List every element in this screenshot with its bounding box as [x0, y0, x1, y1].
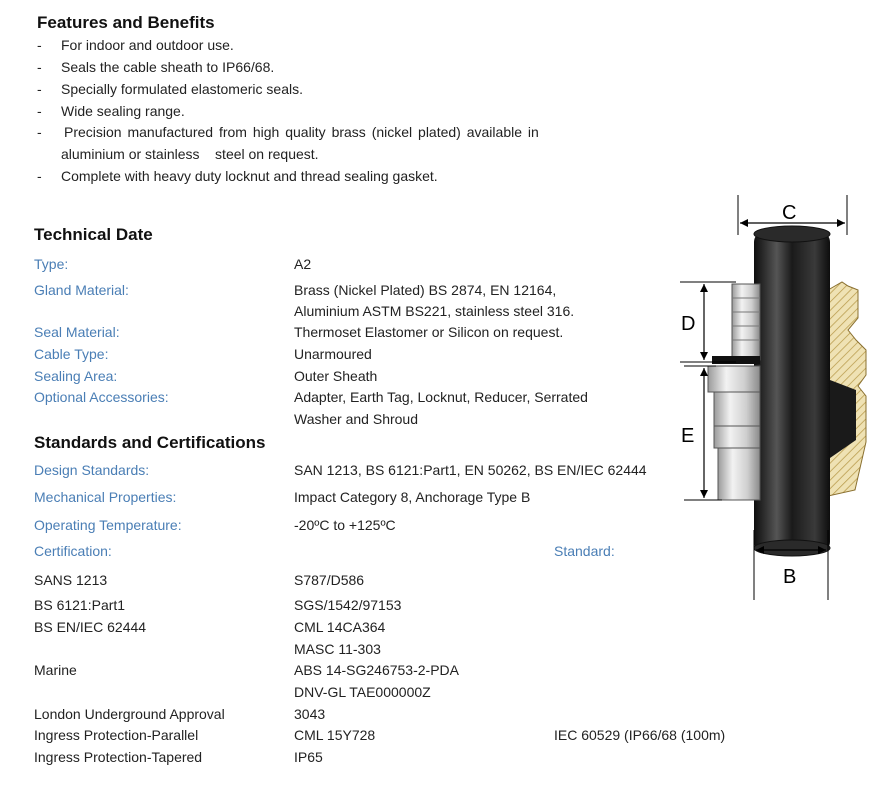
dimension-d-label: D: [681, 313, 696, 335]
std-label-temperature: Operating Temperature:: [34, 517, 182, 533]
cable: [754, 232, 830, 552]
brass-body: [828, 282, 866, 496]
tech-value-seal-material: Thermoset Elastomer or Silicon on request.: [294, 324, 564, 340]
cert-standard: IEC 60529 (IP66/68 (100m): [554, 727, 726, 743]
cable-gland-diagram: [670, 190, 880, 610]
tech-value-gland-material-2: Aluminium ASTM BS221, stainless steel 316.: [294, 303, 575, 319]
cert-name: BS EN/IEC 62444: [34, 619, 147, 635]
standard-header: Standard:: [554, 543, 615, 559]
feature-item: - Seals the cable sheath to IP66/68.: [37, 59, 275, 75]
tech-label-type: Type:: [34, 256, 69, 272]
std-label-mechanical: Mechanical Properties:: [34, 489, 177, 505]
feature-item: - Complete with heavy duty locknut and thread sealing gasket.: [37, 168, 438, 184]
tech-label-cable-type: Cable Type:: [34, 346, 109, 362]
technical-title: Technical Date: [34, 225, 153, 244]
cert-code: CML 15Y728: [294, 727, 376, 743]
feature-item: - For indoor and outdoor use.: [37, 37, 234, 53]
dimension-e-label: E: [681, 425, 695, 447]
std-value-temperature: -20ºC to +125ºC: [294, 517, 396, 533]
dimension-c-label: C: [782, 202, 797, 224]
upper-nut: [712, 284, 760, 364]
cert-code: MASC 11-303: [294, 641, 381, 657]
cert-code: IP65: [294, 749, 323, 765]
dimension-d: [680, 282, 736, 362]
cert-code: DNV-GL TAE000000Z: [294, 684, 431, 700]
tech-label-seal-material: Seal Material:: [34, 324, 120, 340]
dimension-b-label: B: [783, 566, 797, 588]
feature-item: - Specially formulated elastomeric seals.: [37, 81, 303, 97]
cert-name: BS 6121:Part1: [34, 597, 126, 613]
standards-title: Standards and Certifications: [34, 433, 266, 452]
lower-body: [708, 366, 760, 500]
tech-label-optional-accessories: Optional Accessories:: [34, 389, 169, 405]
cert-name: London Underground Approval: [34, 706, 225, 722]
feature-item: - Wide sealing range.: [37, 103, 185, 119]
cert-code: CML 14CA364: [294, 619, 386, 635]
cert-code: 3043: [294, 706, 326, 722]
tech-value-type: A2: [294, 256, 312, 272]
std-value-design: SAN 1213, BS 6121:Part1, EN 50262, BS EN/IEC 62444: [294, 462, 647, 478]
tech-value-cable-type: Unarmoured: [294, 346, 372, 362]
cert-code: SGS/1542/97153: [294, 597, 402, 613]
tech-value-sealing-area: Outer Sheath: [294, 368, 378, 384]
feature-item-continued: aluminium or stainless steel on request.: [61, 146, 319, 162]
tech-label-gland-material: Gland Material:: [34, 282, 129, 298]
cert-name: Marine: [34, 662, 77, 678]
cert-code: ABS 14-SG246753-2-PDA: [294, 662, 459, 678]
cert-name: SANS 1213: [34, 572, 108, 588]
certification-header: Certification:: [34, 543, 112, 559]
cert-code: S787/D586: [294, 572, 365, 588]
tech-label-sealing-area: Sealing Area:: [34, 368, 118, 384]
tech-value-optional-accessories-2: Washer and Shroud: [294, 411, 418, 427]
cert-name: Ingress Protection-Parallel: [34, 727, 199, 743]
std-value-mechanical: Impact Category 8, Anchorage Type B: [294, 489, 531, 505]
cable-end: [754, 226, 830, 242]
cert-name: Ingress Protection-Tapered: [34, 749, 203, 765]
std-label-design: Design Standards:: [34, 462, 150, 478]
tech-value-gland-material: Brass (Nickel Plated) BS 2874, EN 12164,: [294, 282, 557, 298]
feature-item: - Precision manufactured from high quality brass (nickel plated) available in: [37, 124, 539, 140]
features-title: Features and Benefits: [37, 13, 215, 32]
tech-value-optional-accessories: Adapter, Earth Tag, Locknut, Reducer, Serrated: [294, 389, 588, 405]
